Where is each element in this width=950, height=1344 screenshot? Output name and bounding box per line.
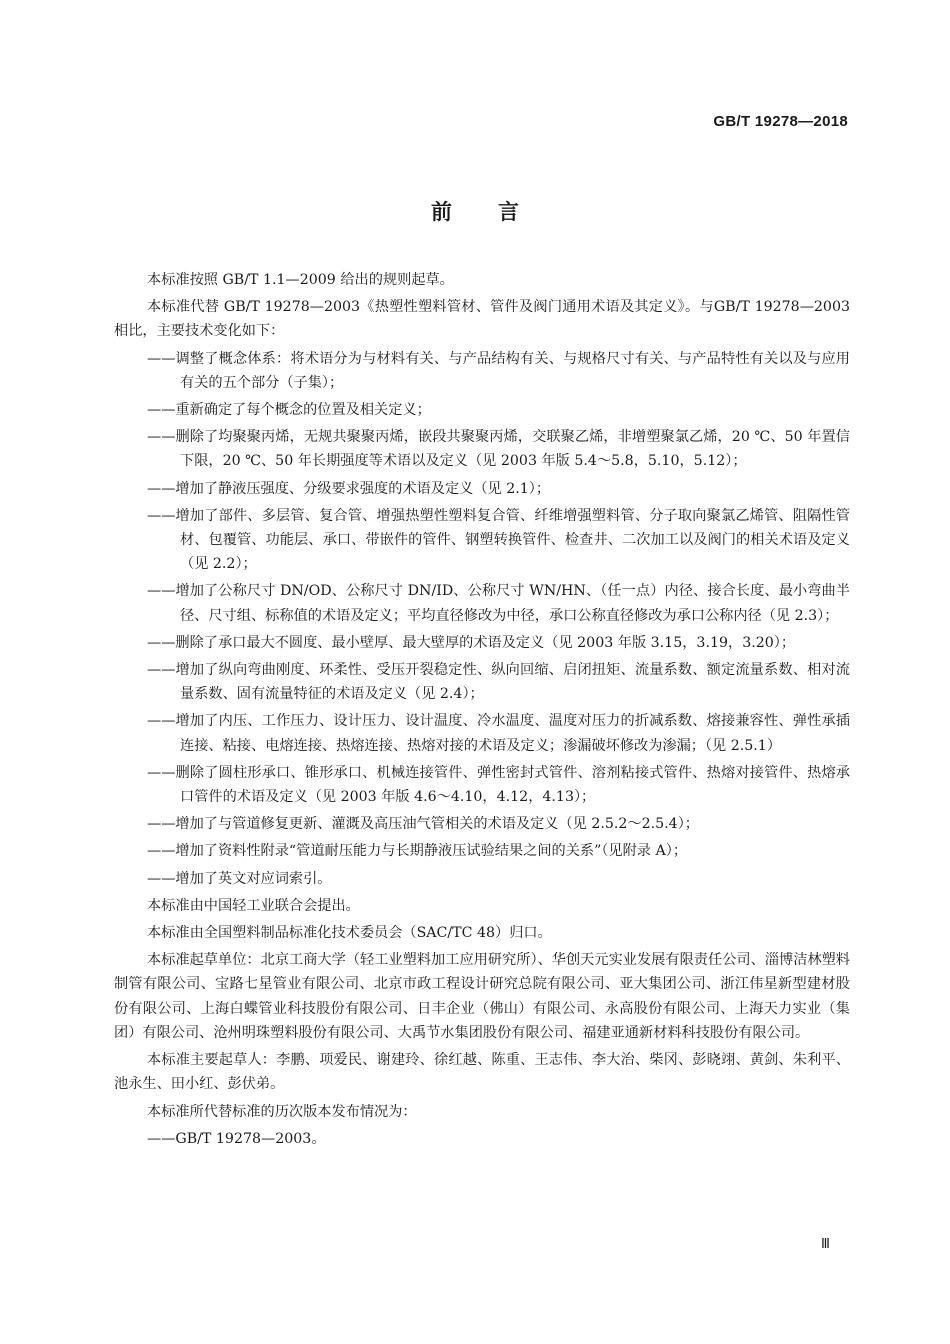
list-item: ——增加了部件、多层管、复合管、增强热塑性塑料复合管、纤维增强塑料管、分子取向聚氯乙烯管、阻隔性管材、包覆管、功能层、承口、带嵌件的管件、钢塑转换管件、检查井、二次加工以及阀门的相关术语及定义（见 2.2）； <box>147 507 850 573</box>
list-item: ——调整了概念体系：将术语分为与材料有关、与产品结构有关、与规格尺寸有关、与产品特性有关以及与应用有关的五个部分（子集）； <box>147 350 850 391</box>
paragraph: 本标准起草单位：北京工商大学（轻工业塑料加工应用研究所）、华创天元实业发展有限责任公司、淄博洁林塑料制管有限公司、宝路七星管业有限公司、北京市政工程设计研究总院有限公司、亚大集团公司、浙江伟星新型建材股份有限公司、上海白蝶管业科技股份有限公司、日丰企业（佛山）有限公司、永高股份有限公司、上海天力实业（集团）有限公司、沧州明珠塑料股份有限公司、大禹节水集团股份有限公司、福建亚通新材料科技股份有限公司。 <box>114 952 850 1041</box>
list-item: ——删除了承口最大不圆度、最小壁厚、最大壁厚的术语及定义（见 2003 年版 3.15，3.19，3.20）； <box>147 634 796 651</box>
paragraph: 本标准由中国轻工业联合会提出。 <box>147 897 360 914</box>
list-item: ——删除了均聚聚丙烯，无规共聚聚丙烯，嵌段共聚聚丙烯，交联聚乙烯，非增塑聚氯乙烯，20 ℃、50 年置信下限，20 ℃、50 年长期强度等术语以及定义（见 2003 年版 5.4～5.8，5.10，5.12）； <box>147 429 850 470</box>
page-number: Ⅲ <box>821 1237 830 1252</box>
list-item: ——GB/T 19278—2003。 <box>147 1130 326 1147</box>
list-item: ——增加了内压、工作压力、设计压力、设计温度、冷水温度、温度对压力的折减系数、熔接兼容性、弹性承插连接、粘接、电熔连接、热熔连接、热熔对接的术语及定义；渗漏破坏修改为渗漏；（见 2.5.1） <box>147 713 850 754</box>
list-item: ——增加了静液压强度、分级要求强度的术语及定义（见 2.1）； <box>147 480 551 497</box>
list-item: ——增加了公称尺寸 DN/OD、公称尺寸 DN/ID、公称尺寸 WN/HN、（任一点）内径、接合长度、最小弯曲半径、尺寸组、标称值的术语及定义；平均直径修改为中径，承口公称直径修改为承口公称内径（见 2.3）； <box>147 583 850 624</box>
list-item: ——增加了与管道修复更新、灌溉及高压油气管相关的术语及定义（见 2.5.2～2.5.4）； <box>147 816 699 833</box>
paragraph: 本标准代替 GB/T 19278—2003《热塑性塑料管材、管件及阀门通用术语及其定义》。与GB/T 19278—2003 相比，主要技术变化如下： <box>114 299 850 340</box>
standard-number: GB/T 19278—2018 <box>713 113 848 130</box>
changes-list <box>114 347 850 891</box>
list-item: ——增加了资料性附录“管道耐压能力与长期静液压试验结果之间的关系”（见附录 A）； <box>147 843 688 860</box>
list-item: ——增加了英文对应词索引。 <box>147 870 332 887</box>
paragraph: 本标准所代替标准的历次版本发布情况为： <box>147 1103 417 1120</box>
list-item: ——增加了纵向弯曲刚度、环柔性、受压开裂稳定性、纵向回缩、启闭扭矩、流量系数、额定流量系数、相对流量系数、固有流量特征的术语及定义（见 2.4）； <box>147 662 850 703</box>
paragraph: 本标准按照 GB/T 1.1—2009 给出的规则起草。 <box>147 272 454 288</box>
list-item: ——删除了圆柱形承口、锥形承口、机械连接管件、弹性密封式管件、溶剂粘接式管件、热熔对接管件、热熔承口管件的术语及定义（见 2003 年版 4.6～4.10，4.12，4.13）； <box>147 764 850 806</box>
paragraph: 本标准主要起草人：李鹏、项爱民、谢建玲、徐红越、陈重、王志伟、李大治、柴冈、彭晓翊、黄剑、朱利平、池永生、田小红、彭伏弟。 <box>114 1052 850 1093</box>
list-item: ——重新确定了每个概念的位置及相关定义； <box>147 402 431 419</box>
page-title: 前言 <box>431 200 565 224</box>
previous-editions-list <box>114 1127 850 1151</box>
foreword-body <box>114 268 850 1154</box>
paragraph: 本标准由全国塑料制品标准化技术委员会（SAC/TC 48）归口。 <box>147 925 552 942</box>
